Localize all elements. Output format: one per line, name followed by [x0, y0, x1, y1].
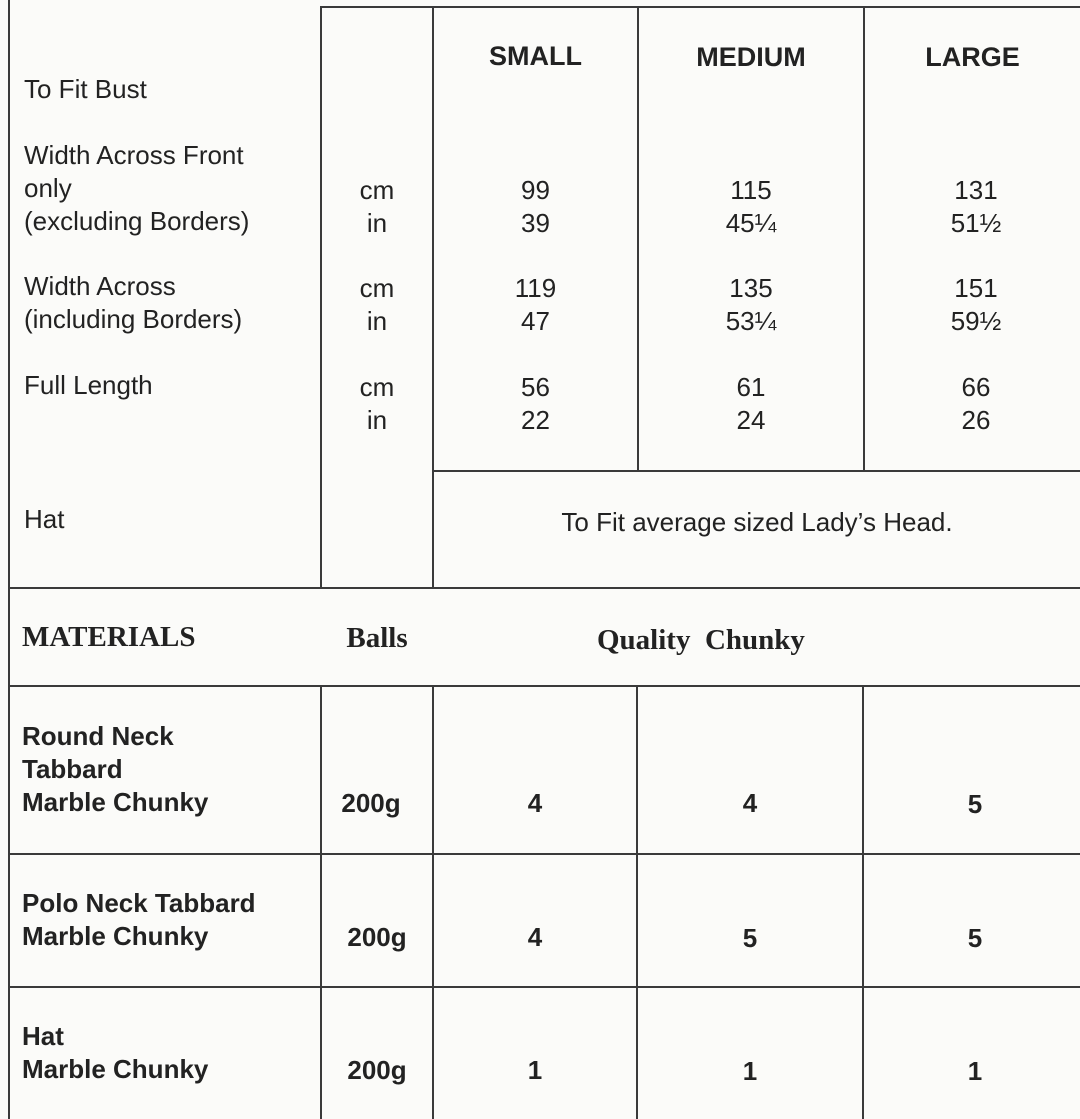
material-round-neck-large: 5	[967, 789, 983, 819]
material-polo-neck-small: 4	[527, 922, 543, 952]
materials-title: MATERIALS	[22, 621, 196, 653]
quality-label: Quality Chunky	[597, 624, 805, 656]
value-full-length-small: 56 22	[521, 372, 550, 435]
material-label-polo-neck: Polo Neck Tabbard Marble Chunky	[22, 888, 256, 951]
units-width-across: cm in	[359, 273, 395, 336]
material-weight-round-neck: 200g	[341, 788, 401, 818]
row-label-to-fit-bust: To Fit Bust	[24, 74, 147, 104]
value-width-across-medium: 135 53¼	[725, 273, 777, 336]
material-weight-hat: 200g	[347, 1055, 407, 1085]
hat-row-top-border	[432, 470, 1080, 472]
value-width-across-small: 119 47	[514, 273, 557, 336]
material-hat-large: 1	[967, 1056, 983, 1086]
material-hat-small: 1	[527, 1055, 543, 1085]
header-medium: MEDIUM	[696, 42, 806, 72]
materials-header-bottom-border	[8, 685, 1080, 687]
value-full-length-large: 66 26	[961, 372, 991, 435]
value-width-across-large: 151 59½	[950, 273, 1002, 336]
material-polo-neck-large: 5	[967, 923, 983, 953]
material-hat-medium: 1	[742, 1056, 758, 1086]
materials-row-divider-2	[8, 986, 1080, 988]
materials-row-divider-1	[8, 853, 1080, 855]
hat-fit-note: To Fit average sized Lady’s Head.	[561, 507, 953, 537]
row-label-hat: Hat	[24, 504, 65, 534]
value-width-front-large: 131 51½	[950, 175, 1002, 238]
units-width-front: cm in	[359, 175, 395, 238]
row-label-full-length: Full Length	[24, 370, 153, 400]
material-label-hat: Hat Marble Chunky	[22, 1021, 209, 1084]
value-full-length-medium: 61 24	[736, 372, 766, 435]
sizes-section-bottom-border	[8, 587, 1080, 589]
units-full-length: cm in	[359, 372, 395, 435]
value-width-front-small: 99 39	[521, 175, 550, 238]
header-large: LARGE	[925, 42, 1020, 72]
material-round-neck-medium: 4	[742, 788, 758, 818]
material-weight-polo-neck: 200g	[347, 922, 407, 952]
table-border-left	[8, 0, 10, 1119]
table-border-top	[320, 6, 1080, 8]
balls-label: Balls	[346, 622, 408, 654]
row-label-width-across: Width Across (including Borders)	[24, 271, 243, 334]
row-label-width-front: Width Across Front only (excluding Borders)	[24, 140, 250, 236]
header-small: SMALL	[489, 41, 582, 71]
material-round-neck-small: 4	[527, 788, 543, 818]
material-polo-neck-medium: 5	[742, 923, 758, 953]
material-label-round-neck: Round Neck Tabbard Marble Chunky	[22, 721, 209, 817]
value-width-front-medium: 115 45¼	[725, 175, 777, 238]
